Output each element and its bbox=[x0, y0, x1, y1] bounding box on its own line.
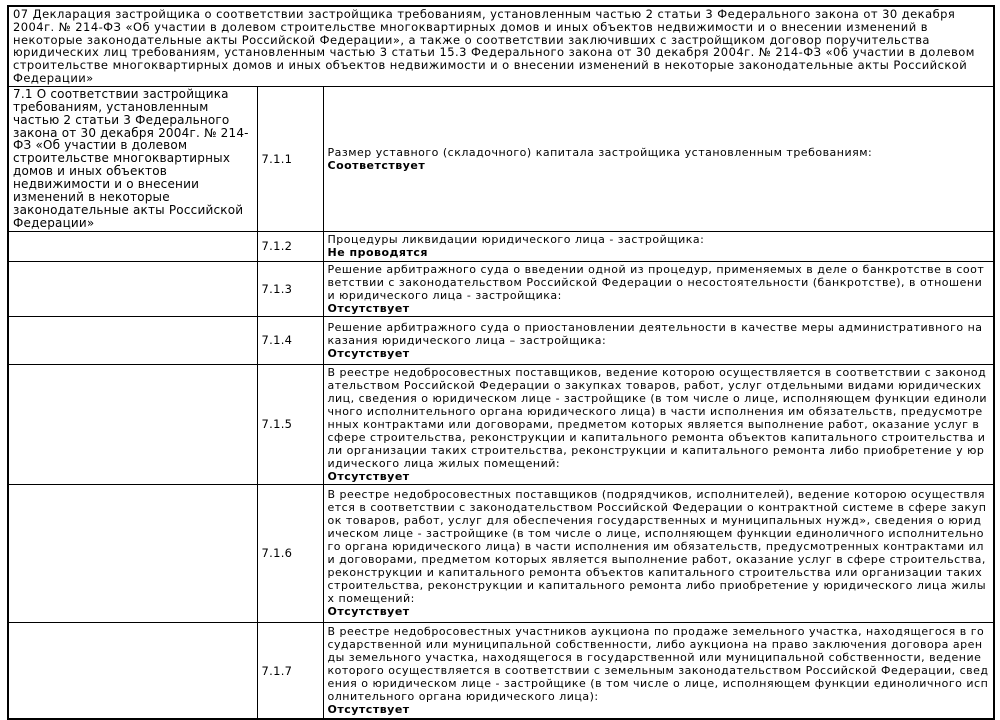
table-row bbox=[8, 261, 994, 316]
requirement-text: Процедуры ликвидации юридического лица - застройщика: bbox=[327, 233, 705, 247]
status-value: Отсутствует bbox=[327, 703, 410, 716]
status-value: Соответствует bbox=[327, 158, 426, 172]
table-row bbox=[8, 316, 994, 364]
table-row bbox=[8, 364, 994, 484]
status-value: Не проводятся bbox=[327, 246, 428, 260]
document-header: 07 Декларация застройщика о соответствии застройщика требованиям, установленным частью 2 статьи 3 Федерального закона от 30 декабря 2004г. № 214-ФЗ «Об участии в долевом строительстве многоквартирных домов и иных объектов недвижимости и о внесении изменений в некоторые законодательные акты Российской Федерации», а также о соответствии заключивших с застройщиком договор поручительства юридических лиц требованиям, установленным частью 3 статьи 15.3 Федерального закона от 30 декабря 2004г. № 214-ФЗ «06 участии в долевом строительстве многоквартирных домов и иных объектов недвижимости и о внесении изменений в некоторые законодательные акты Российской Федерации» bbox=[8, 6, 994, 86]
requirement-cell bbox=[323, 622, 994, 719]
requirement-cell bbox=[323, 231, 994, 261]
requirement-text: В реестре недобросовестных поставщиков (подрядчиков, исполнителей), ведение которою осуществляется в соответствии с законодательством Российской Федерации о контрактной системе в сфере закупок товаров, работ, услуг для обеспечения государственных и муниципальных нужд», сведения о юридическом лице - застройщике (в том числе о лице, исполняющем функции единоличного исполнительного органа юридического лица) в части исполнения им обязательств, предусмотренных контрактами или договорами, предметом которых является выполнение работ, оказание услуг в сфере строительства, реконструкции и капитального ремонта объектов капитального строительства или организации таких строительства, реконструкции и капитального ремонта либо приобретение у юридического лица жилых помещений: bbox=[327, 488, 987, 606]
table-row bbox=[8, 86, 994, 231]
requirement-cell bbox=[323, 316, 994, 364]
requirement-cell bbox=[323, 484, 994, 622]
status-value: Отсутствует bbox=[327, 346, 410, 360]
requirement-text: Решение арбитражного суда о приостановлении деятельности в качестве меры административного наказания юридического лица – застройщика: bbox=[327, 320, 983, 347]
empty-left-cell bbox=[8, 484, 257, 622]
status-value: Отсутствует bbox=[327, 469, 410, 483]
empty-left-cell bbox=[8, 316, 257, 364]
requirement-cell bbox=[323, 364, 994, 484]
status-value: Отсутствует bbox=[327, 605, 410, 619]
table-row bbox=[8, 484, 994, 622]
row-number: 7.1.3 bbox=[257, 261, 323, 316]
row-number: 7.1.1 bbox=[257, 86, 323, 231]
table-row bbox=[8, 231, 994, 261]
empty-left-cell bbox=[8, 261, 257, 316]
row-number: 7.1.4 bbox=[257, 316, 323, 364]
table-row bbox=[8, 622, 994, 719]
empty-left-cell bbox=[8, 622, 257, 719]
empty-left-cell bbox=[8, 231, 257, 261]
requirement-text: Размер уставного (складочного) капитала застройщика установленным требованиям: bbox=[327, 145, 873, 159]
declaration-table bbox=[7, 5, 995, 720]
requirement-text: В реестре недобросовестных поставщиков, ведение которою осуществляется в соответствии с законодательством Российской Федерации о закупках товаров, работ, услуг отдельными видами юридических лиц, сведения о юридическом лице - застройщике (в том числе о лице, исполняющем функции единоличного исполнительного органа юридического лица) в части исполнения им обязательств, предусмотренных контрактами или договорами, предметом которых является выполнение работ, оказание услуг в сфере строительства, реконструкции и капитального ремонта объектов капитального строительства или организации таких строительства, реконструкции и капитального ремонта либо приобретение у юридического лица жилых помещений: bbox=[327, 365, 988, 470]
requirement-cell bbox=[323, 261, 994, 316]
requirement-cell bbox=[323, 86, 994, 231]
requirement-text: В реестре недобросовестных участников аукциона по продаже земельного участка, находящегося в государственной или муниципальной собственности, либо аукциона на право заключения договора аренды земельного участка, находящегося в государственной или муниципальной собственности, ведение которого осуществляется в соответствии с земельным законодательством Российской Федерации, сведения о юридическом лице - застройщике (в том числе о лице, исполняющем функции единоличного исполнительного органа юридического лица): bbox=[327, 625, 989, 703]
row-number: 7.1.6 bbox=[257, 484, 323, 622]
requirement-text: Решение арбитражного суда о введении одной из процедур, применяемых в деле о банкротстве в соответствии с законодательством Российской Федерации о несостоятельности (банкротстве), в отношении юридического лица - застройщика: bbox=[327, 262, 985, 302]
row-number: 7.1.5 bbox=[257, 364, 323, 484]
section-label: 7.1 О соответствии застройщика требованиям, установленным частью 2 статьи 3 Федерального закона от 30 декабря 2004г. № 214-ФЗ «Об участии в долевом строительстве многоквартирных домов и иных объектов недвижимости и о внесении изменений в некоторые законодательные акты Российской Федерации» bbox=[8, 86, 257, 231]
table-row-header bbox=[8, 6, 994, 86]
row-number: 7.1.7 bbox=[257, 622, 323, 719]
row-number: 7.1.2 bbox=[257, 231, 323, 261]
empty-left-cell bbox=[8, 364, 257, 484]
status-value: Отсутствует bbox=[327, 301, 410, 315]
